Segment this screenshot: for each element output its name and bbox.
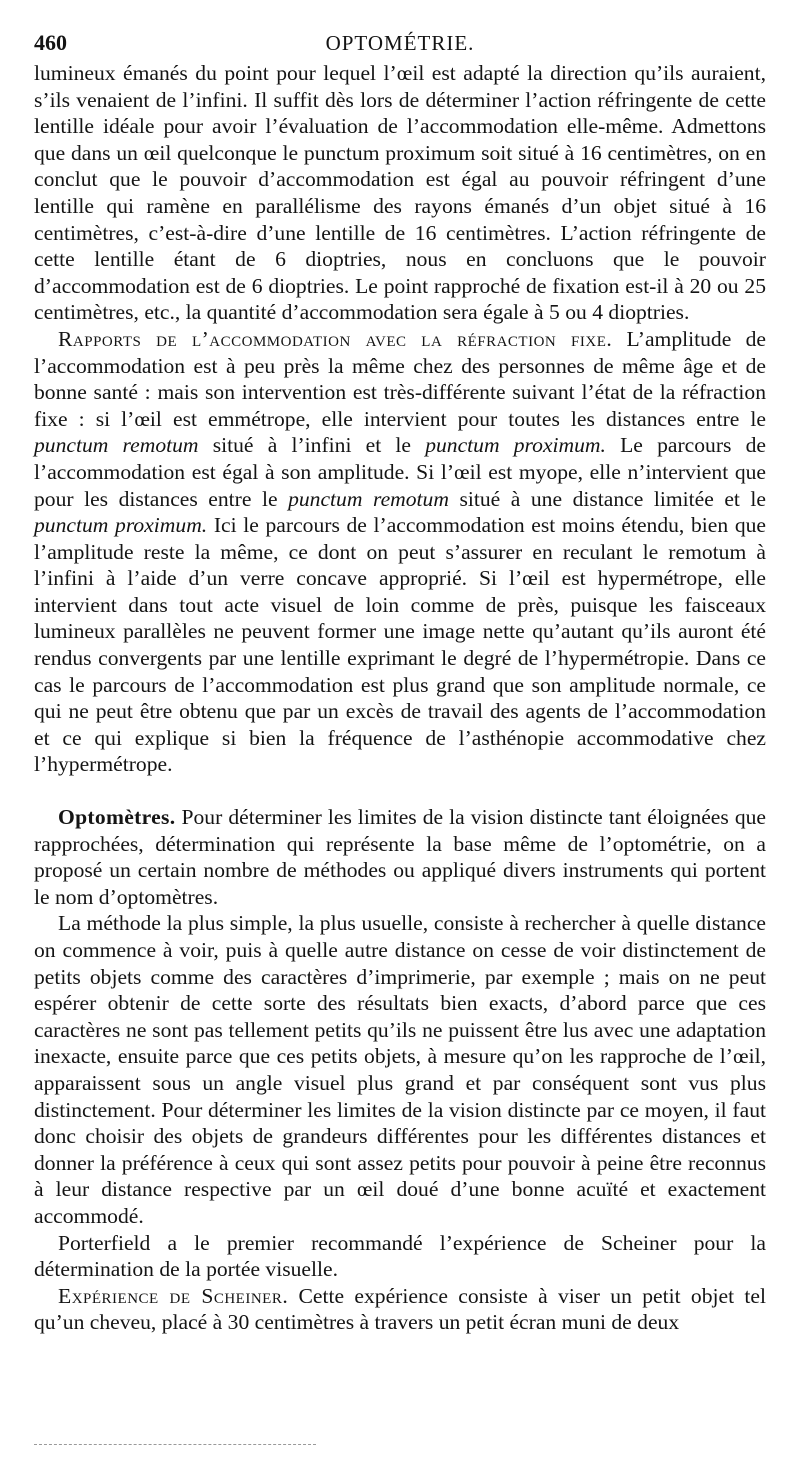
footer-rule (34, 1444, 316, 1445)
paragraph-porterfield: Porterfield a le premier recommandé l’expérience de Scheiner pour la détermination de la portée visuelle. (34, 1230, 766, 1282)
section-heading-refraction: Rapports de l’accommodation avec la réfraction fixe. (58, 326, 613, 351)
section-heading-optometres: Optomètres. (58, 805, 176, 830)
page-header (34, 30, 766, 58)
paragraph-optometres: Optomètres. Pour déterminer les limites de la vision distincte tant éloignées que rapprochées, détermination qui représente la base même de l’optométrie, on a proposé un certain nombre de méthodes ou appliqué divers instruments qui portent le nom d’optomètres. (34, 805, 766, 909)
paragraph-accommodation-measure: lumineux émanés du point pour lequel l’œil est adapté la direction qu’ils auraient, s’ils venaient de l’infini. Il suffit dès lors de déterminer l’action réfringente de cette lentille idéale pour avoir l’évaluation de l’accommodation elle-même. Admettons que dans un œil quelconque le punctum proximum soit situé à 16 centimètres, on en conclut que le pouvoir d’accommodation est égal au pouvoir réfringent d’une lentille qui ramène en parallélisme des rayons émanés d’un objet situé à 16 centimètres, c’est-à-dire d’une lentille de 16 centimètres. L’action réfringente de cette lentille étant de 6 dioptries, nous en concluons que le pouvoir d’accommodation est de 6 dioptries. Le point rapproché de fixation est-il à 20 ou 25 centimètres, etc., la quantité d’accommodation sera égale à 5 ou 4 dioptries. (34, 61, 766, 325)
section-heading-scheiner: Expérience de Scheiner. (58, 1283, 289, 1308)
paragraph-refraction-relations: Rapports de l’accommodation avec la réfraction fixe. L’amplitude de l’accommodation est à peu près la même chez des personnes de même âge et de bonne santé : mais son intervention est très-différente suivant l’état de la réfraction fixe : si l’œil est emmétrope, elle intervient pour toutes les distances entre le punctum remotum situé à l’infini et le punctum proximum. Le parcours de l’accommodation est égal à son amplitude. Si l’œil est myope, elle n’intervient que pour les distances entre le punctum remotum situé à une distance limitée et le punctum proximum. Ici le parcours de l’accommodation est moins étendu, bien que l’amplitude reste la même, ce dont on peut s’assurer en reculant le remotum à l’infini à l’aide d’un verre concave approprié. Si l’œil est hypermétrope, elle intervient dans tout acte visuel de loin comme de près, puisque les faisceaux lumineux parallèles ne peuvent former une image nette qu’autant qu’ils auront été rendus convergents par une lentille exprimant le degré de l’hypermétropie. Dans ce cas le parcours de l’accommodation est plus grand que son amplitude normale, ce qui ne peut être obtenu que par un excès de travail des agents de l’accommodation et ce qui explique si bien la fréquence de l’asthénopie accommodative chez l’hypermétrope. (34, 326, 767, 777)
paragraph-simple-method: La méthode la plus simple, la plus usuelle, consiste à rechercher à quelle distance on commence à voir, puis à quelle autre distance on cesse de voir distinctement de petits objets comme des caractères d’imprimerie, par exemple ; mais on ne peut espérer obtenir de cette sorte des résultats bien exacts, d’abord parce que ces caractères ne sont pas tellement petits qu’ils ne puissent être lus avec une adaptation inexacte, ensuite parce que ces petits objets, à mesure qu’on les rapproche de l’œil, apparaissent sous un angle visuel plus grand et par conséquent sont vus plus distinctement. Pour déterminer les limites de la vision distincte par ce moyen, il faut donc choisir des objets de grandeurs différentes pour les différentes distances et donner la préférence à ceux qui sont assez petits pour pouvoir à peine être reconnus à leur distance respective par un œil doué d’une bonne acuïté et exactement accommodé. (34, 911, 766, 1228)
running-title: OPTOMÉTRIE. (325, 31, 475, 55)
page-number: 460 (34, 30, 67, 55)
section-gap (34, 778, 766, 804)
paragraph-scheiner: Expérience de Scheiner. Cette expérience consiste à viser un petit objet tel qu’un cheveu, placé à 30 centimètres à travers un petit écran muni de deux (34, 1283, 766, 1335)
